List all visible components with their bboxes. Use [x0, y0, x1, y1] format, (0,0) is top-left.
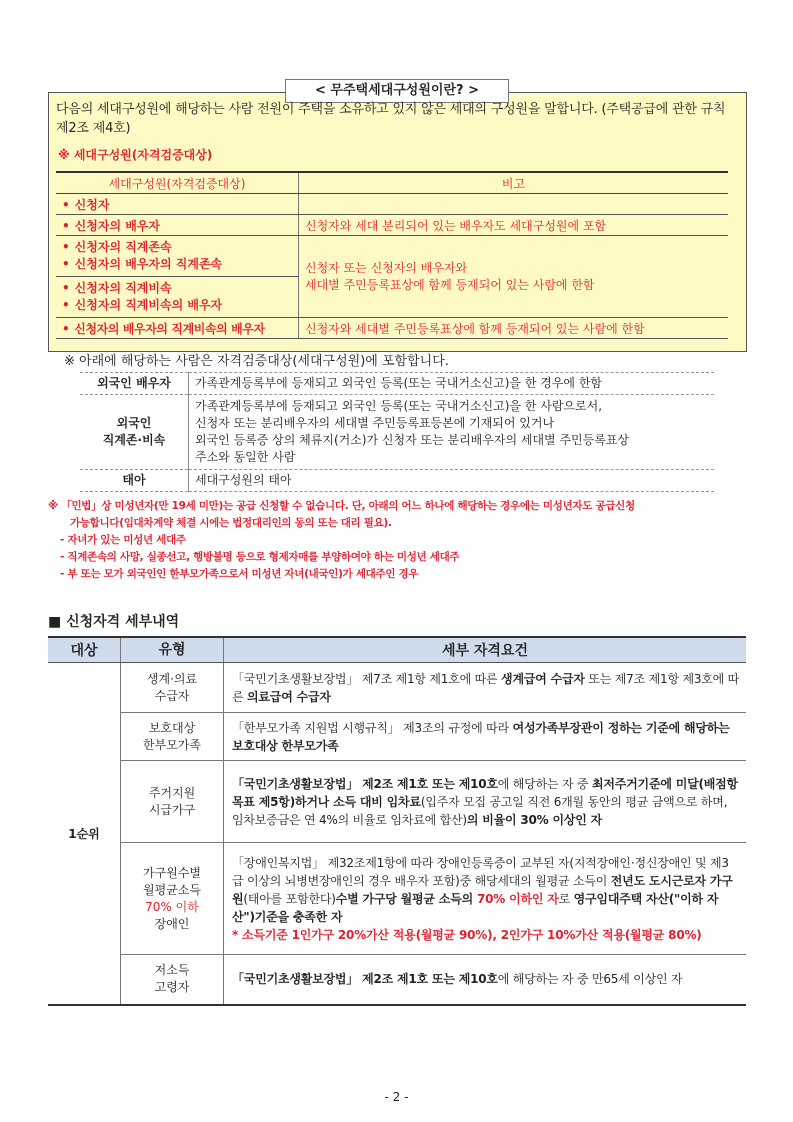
member-section-title: ※ 세대구성원(자격검증대상) — [58, 148, 213, 162]
detail-cell — [224, 761, 747, 843]
table-row — [56, 194, 728, 215]
remark-family-a: 신청자 또는 신청자의 배우자와 — [305, 260, 468, 275]
fetus-value: 세대구성원의 태아 — [189, 470, 715, 492]
detail-cell — [224, 955, 747, 1005]
detail-bold: 전년도 도시근로자 가구원 — [232, 873, 733, 906]
detail-text: (태아를 포함한다) — [243, 891, 336, 906]
member-descendant: • 신청자의 직계비속 — [62, 280, 292, 297]
foreign-lineal-value-d: 주소와 동일한 사람 — [195, 450, 296, 464]
type-label: 장애인 — [154, 916, 190, 931]
table-row — [48, 713, 746, 761]
type-label: 주거지원 — [148, 785, 196, 800]
detail-text: 로 — [558, 891, 574, 906]
foreign-lineal-value-b: 신청자 또는 분리배우자의 세대별 주민등록표등본에 기재되어 있거나 — [195, 416, 555, 430]
detail-bold: 최저주거기준에 미달(배점항목표 제5항)하거나 소득 대비 임차료 — [232, 776, 738, 809]
type-label: 가구원수별 — [143, 865, 201, 880]
detail-bold: 「국민기초생활보장법」 제2조 제1호 또는 제10호 — [232, 972, 498, 987]
detail-text: 또는 제7조 제1항 제3호에 따른 — [232, 671, 740, 704]
group-rank-1: 1순위 — [48, 663, 121, 1005]
list-item: - 직계존속의 사망, 실종선고, 행방불명 등으로 형제자매를 부양하여야 하는 미성년 세대주 — [60, 551, 460, 563]
inclusion-note: ※ 아래에 해당하는 사람은 자격검증대상(세대구성원)에 포함합니다. — [64, 354, 449, 369]
header-member: 세대구성원(자격검증대상) — [56, 172, 299, 194]
detail-text: 에 해당하는 자 중 만65세 이상인 자 — [497, 972, 683, 987]
table-row — [80, 470, 714, 492]
detail-text: 「장애인복지법」 제32조제1항에 따라 장애인등록증이 교부된 자(지적장애인·정신장애인 및 제3급 이상의 뇌병변장애인의 경우 배우자 포함)중 해당세대의 월평균 소득이 — [232, 855, 729, 888]
detail-bold: 의료급여 수급자 — [247, 689, 331, 704]
detail-cell — [224, 663, 747, 713]
table-row — [56, 215, 728, 236]
detail-text: 에 해당하는 자 중 — [497, 776, 592, 791]
type-label: 시급가구 — [148, 802, 196, 817]
table-row — [80, 373, 714, 395]
member-spouse: • 신청자의 배우자 — [62, 219, 160, 233]
minor-note — [48, 498, 748, 583]
detail-text: (입주자 모집 공고일 직전 6개월 동안의 평균 금액으로 하며, 임차보증금은 연 4%의 비율로 임차료에 합산) — [232, 794, 728, 827]
detail-bold: 의 비율이 30% 이상인 자 — [466, 812, 603, 827]
detail-text: 「국민기초생활보장법」 제7조 제1항 제1호에 따른 — [232, 671, 502, 686]
table-header-row — [56, 172, 728, 194]
box-title: < 무주택세대구성원이란? > — [285, 79, 509, 103]
detail-text: 「한부모가족 지원법 시행규칙」 제3조의 규정에 따라 — [232, 720, 513, 735]
header-remark: 비고 — [299, 172, 729, 194]
foreign-lineal-value-c: 외국인 등록증 상의 체류지(거소)가 신청자 또는 분리배우자의 세대별 주민등록표상 — [195, 433, 630, 447]
member-descendant-spouse: • 신청자의 직계비속의 배우자 — [62, 297, 292, 314]
table-row — [48, 761, 746, 843]
header-type: 유형 — [121, 637, 224, 663]
table-row — [56, 236, 728, 277]
minor-note-line2: 가능합니다(임대차계약 체결 시에는 법정대리인의 동의 또는 대리 필요). — [70, 517, 392, 529]
fetus-label: 태아 — [80, 470, 189, 492]
table-row — [48, 843, 746, 955]
intro-text: 다음의 세대구성원에 해당하는 사람 전원이 주택을 소유하고 있지 않은 세대의 구성원을 말합니다. (주택공급에 관한 규칙 제2조 제4호) — [56, 102, 726, 136]
table-row — [48, 663, 746, 713]
type-label: 월평균소득 — [143, 882, 201, 897]
type-label: 수급자 — [154, 688, 190, 703]
header-target: 대상 — [48, 637, 121, 663]
type-label: 저소득 — [154, 963, 190, 978]
foreign-lineal-label-b: 직계존·비속 — [102, 433, 166, 447]
type-label-income: 70% 이하 — [145, 899, 199, 914]
type-label: 고령자 — [154, 980, 190, 995]
table-row — [56, 318, 728, 339]
table-row — [80, 395, 714, 470]
detail-cell — [224, 713, 747, 761]
detail-cell — [224, 843, 747, 955]
detail-bold: 수별 가구당 월평균 소득의 — [335, 891, 477, 906]
type-label: 생계·의료 — [146, 671, 198, 686]
page-number: - 2 - — [384, 1090, 409, 1104]
table-header-row — [48, 637, 746, 663]
remark-spouse-descendant: 신청자와 세대별 주민등록표상에 함께 등재되어 있는 사람에 한함 — [299, 318, 729, 339]
table-row — [48, 955, 746, 1005]
list-item: - 부 또는 모가 외국인인 한부모가족으로서 미성년 자녀(내국인)가 세대주인 경우 — [60, 568, 419, 580]
remark-spouse: 신청자와 세대 분리되어 있는 배우자도 세대구성원에 포함 — [299, 215, 729, 236]
detail-bold: 영구임대주택 자산("이하 자산")기준을 충족한 자 — [232, 891, 719, 924]
header-detail: 세부 자격요건 — [224, 637, 747, 663]
detail-bold: 여성가족부장관이 정하는 기준에 해당하는 보호대상 한부모가족 — [232, 720, 730, 753]
foreign-member-table — [80, 372, 714, 492]
type-label: 보호대상 — [148, 720, 196, 735]
income-note: * 소득기준 1인가구 20%가산 적용(월평균 90%), 2인가구 10%가산 적용(월평균 80%) — [232, 927, 702, 942]
remark-family-b: 세대별 주민등록표상에 함께 등재되어 있는 사람에 한함 — [305, 277, 595, 292]
detail-bold: 「국민기초생활보장법」 제2조 제1호 또는 제10호 — [232, 776, 498, 791]
type-label: 한부모가족 — [143, 737, 201, 752]
member-applicant: • 신청자 — [62, 198, 109, 212]
section-title: ■ 신청자격 세부내역 — [48, 614, 180, 630]
member-ascendant: • 신청자의 직계존속 — [62, 239, 292, 256]
detail-bold: 생계급여 수급자 — [501, 671, 585, 686]
qualification-table — [48, 636, 746, 1006]
foreign-spouse-label: 외국인 배우자 — [80, 373, 189, 395]
member-spouse-descendant-spouse: • 신청자의 배우자의 직계비속의 배우자 — [62, 322, 265, 336]
member-table — [56, 171, 728, 339]
list-item: - 자녀가 있는 미성년 세대주 — [60, 534, 186, 546]
minor-note-line1: ※ 「민법」상 미성년자(만 19세 미만)는 공급 신청할 수 없습니다. 단, 아래의 어느 하나에 해당하는 경우에는 미성년자도 공급신청 — [48, 500, 635, 512]
member-spouse-ascendant: • 신청자의 배우자의 직계존속 — [62, 256, 292, 273]
foreign-lineal-label-a: 외국인 — [116, 416, 152, 430]
detail-bold-red: 70% 이하인 자 — [476, 891, 559, 906]
foreign-spouse-value: 가족관계등록부에 등재되고 외국인 등록(또는 국내거소신고)을 한 경우에 한함 — [189, 373, 715, 395]
foreign-lineal-value-a: 가족관계등록부에 등재되고 외국인 등록(또는 국내거소신고)을 한 사람으로서, — [195, 399, 603, 413]
